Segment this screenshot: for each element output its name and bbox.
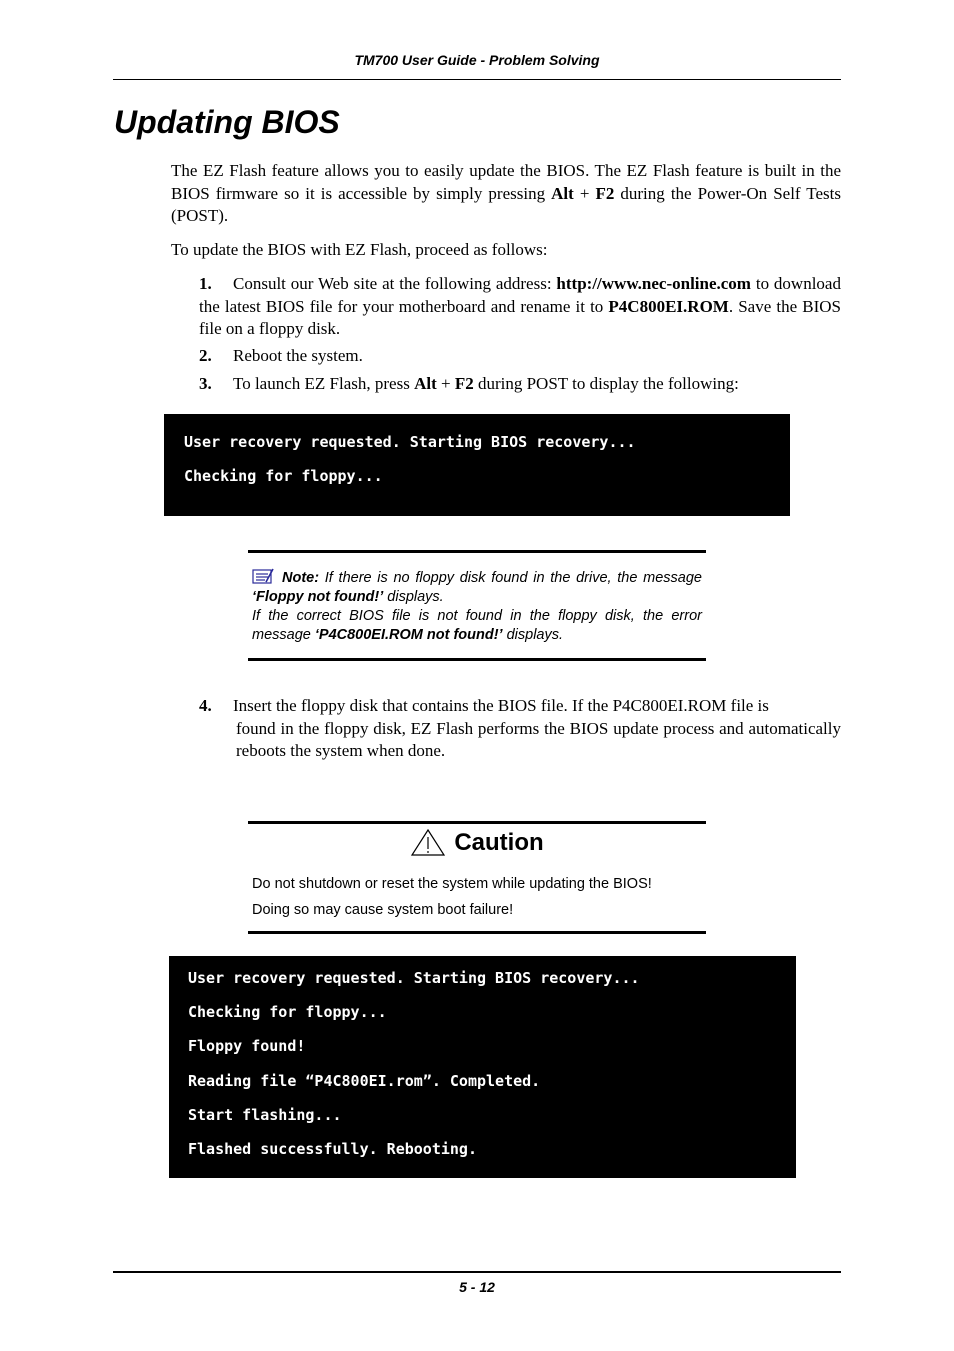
step-4: 4. Insert the floppy disk that contains the BIOS file. If the P4C800EI.ROM file is found in the floppy disk, EZ Flash performs the BIOS update process and automatically reboots the system when done. [199,696,841,760]
screen-line: User recovery requested. Starting BIOS recovery... [184,433,636,451]
intro-paragraph: The EZ Flash feature allows you to easily update the BIOS. The EZ Flash feature is built in the BIOS firmware so it is accessible by simply pressing Alt + F2 during the Power-On Self Tests (POST). [171,161,842,225]
header-rule [113,79,841,80]
note-icon [252,568,274,584]
footer-rule [113,1271,841,1273]
page-title: Updating BIOS [114,104,340,140]
bios-screen-1 [164,414,790,516]
step-3: 3. To launch EZ Flash, press Alt + F2 during POST to display the following: [199,374,739,393]
screen-line: Flashed successfully. Rebooting. [188,1140,477,1158]
screen-line: User recovery requested. Starting BIOS recovery... [188,969,640,987]
step-1: 1. Consult our Web site at the following address: http://www.nec-online.com to download the latest BIOS file for your motherboard and rename it to P4C800EI.ROM. Save the BIOS file on a floppy disk. [199,274,841,338]
caution-bottom-rule [248,931,706,934]
screen-line: Checking for floppy... [188,1003,387,1021]
screen-line: Start flashing... [188,1106,342,1124]
screen-line: Floppy found! [188,1037,306,1055]
website-url: http://www.nec-online.com [556,274,751,293]
note-box [252,568,702,645]
screen-line: Checking for floppy... [184,467,383,485]
bios-screen-2 [169,956,796,1178]
caution-heading [248,828,706,863]
note-bottom-rule [248,658,706,661]
warning-icon [410,828,446,863]
running-header: TM700 User Guide - Problem Solving [354,52,600,68]
note-label: Note: [282,570,320,586]
procedure-intro: To update the BIOS with EZ Flash, proceed as follows: [171,240,548,259]
note-line-1: Note: If there is no floppy disk found in the drive, the message ‘Floppy not found!’ displays. [252,570,702,605]
caution-line-1: Do not shutdown or reset the system while updating the BIOS! [252,876,652,892]
page-number: 5 - 12 [459,1279,495,1295]
caution-top-rule [248,821,706,824]
caution-title: Caution [454,829,544,856]
caution-line-2: Doing so may cause system boot failure! [252,902,514,918]
note-top-rule [248,550,706,553]
step-2: 2. Reboot the system. [199,346,363,365]
note-line-2: If the correct BIOS file is not found in the floppy disk, the error message ‘P4C800EI.ROM not found!’ displays. [252,608,702,643]
screen-line: Reading file “P4C800EI.rom”. Completed. [188,1072,541,1090]
